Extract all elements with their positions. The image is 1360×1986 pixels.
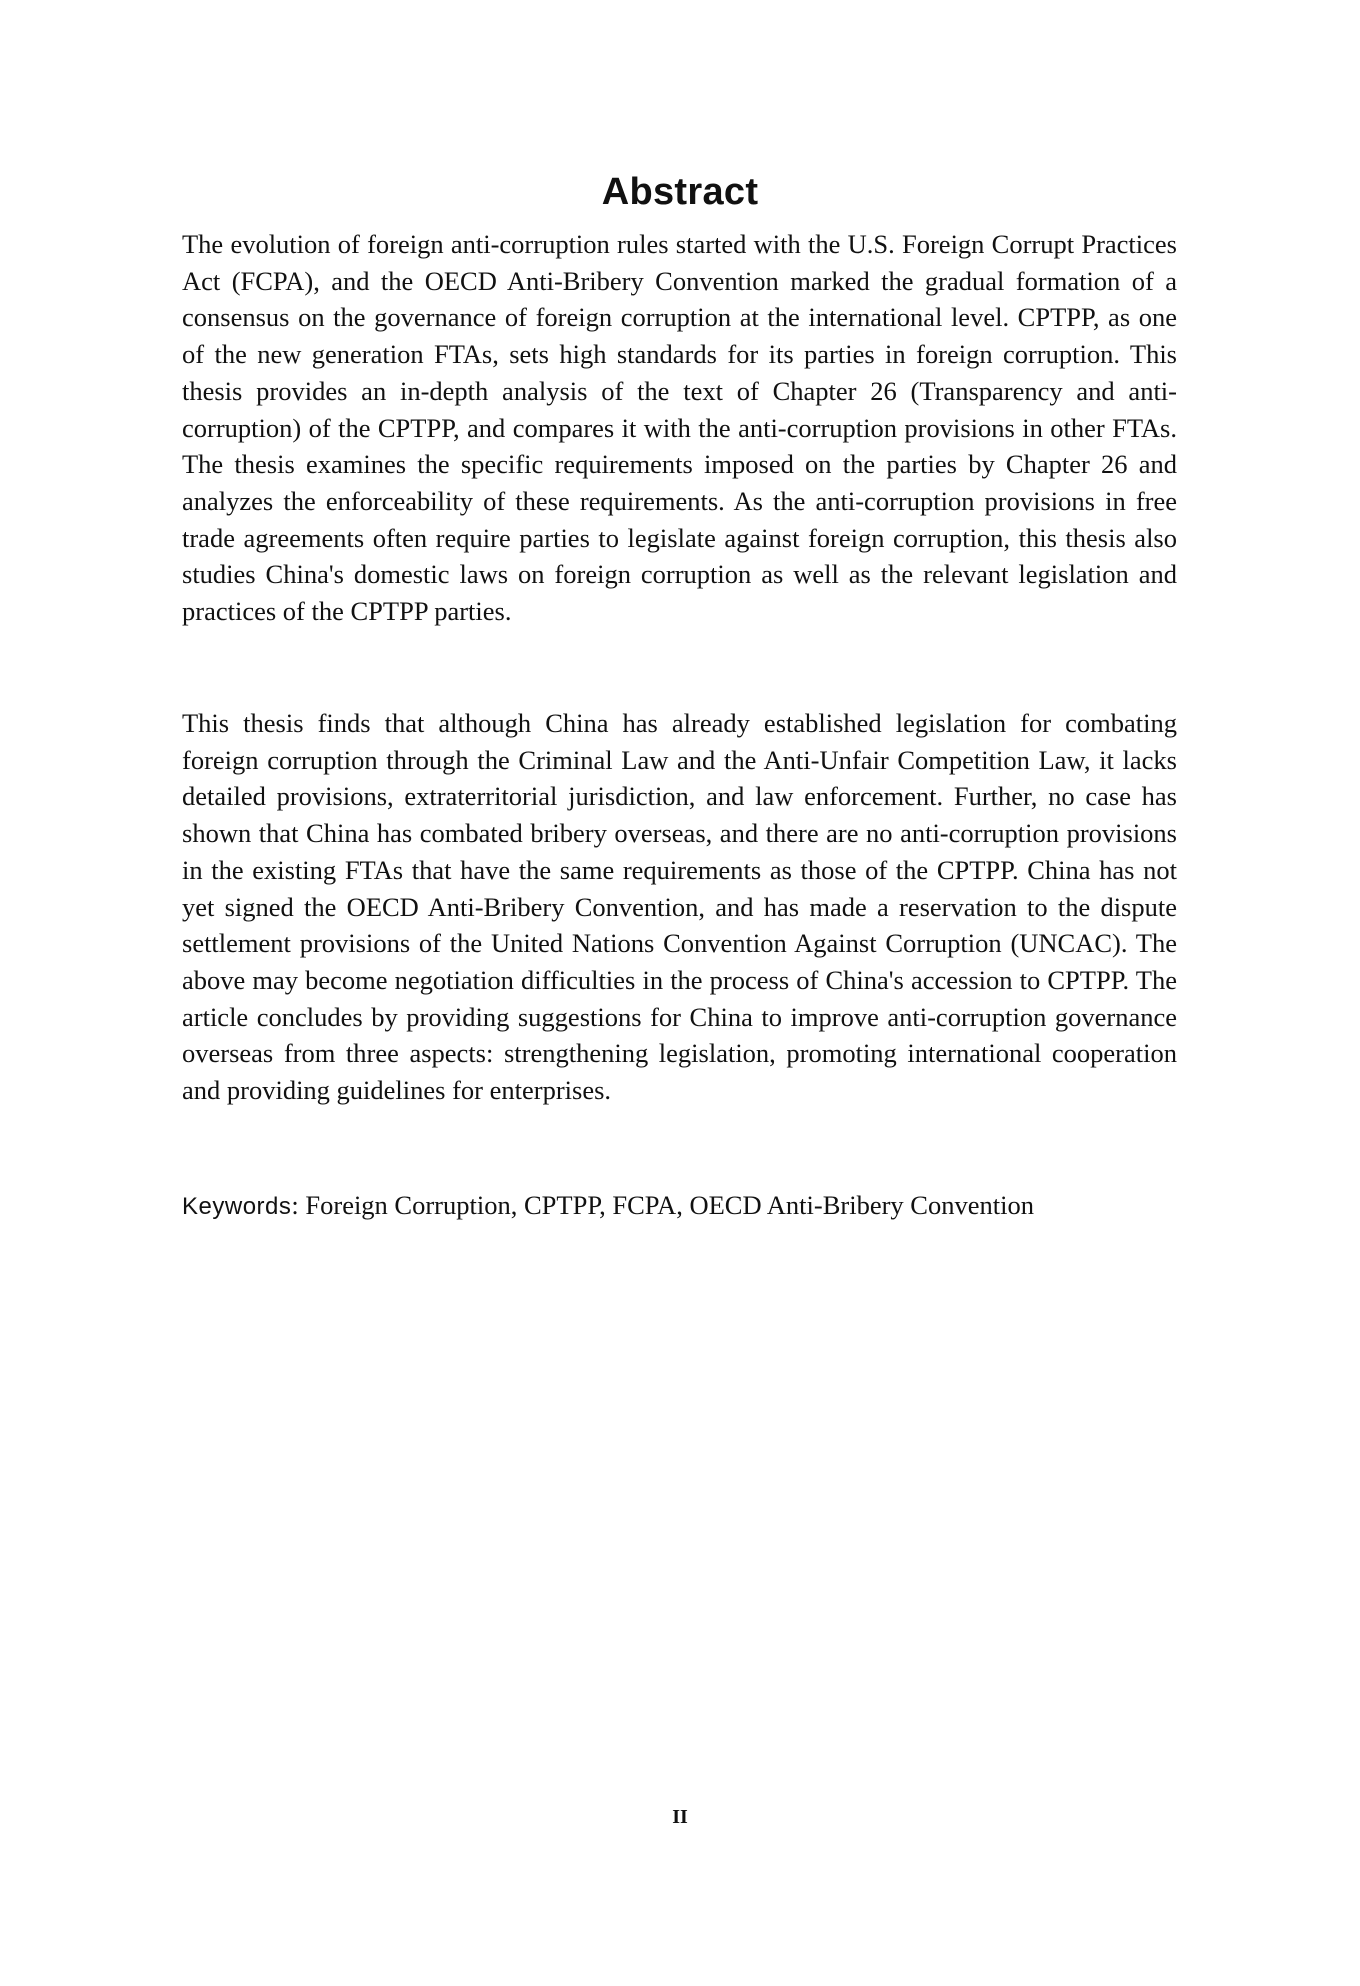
- keywords-value: Foreign Corruption, CPTPP, FCPA, OECD Anti-Bribery Convention: [305, 1190, 1034, 1220]
- page-number: II: [672, 1806, 688, 1828]
- abstract-paragraph-1: The evolution of foreign anti-corruption rules started with the U.S. Foreign Corrupt Practices Act (FCPA), and the OECD Anti-Bribery Convention marked the gradual formation of a consensus on the governance of foreign corruption at the international level. CPTPP, as one of the new generation FTAs, sets high standards for its parties in foreign corruption. This thesis provides an in-depth analysis of the text of Chapter 26 (Transparency and anti-corruption) of the CPTPP, and compares it with the anti-corruption provisions in other FTAs. The thesis examines the specific requirements imposed on the parties by Chapter 26 and analyzes the enforceability of these requirements. As the anti-corruption provisions in free trade agreements often require parties to legislate against foreign corruption, this thesis also studies China's domestic laws on foreign corruption as well as the relevant legislation and practices of the CPTPP parties.: [182, 229, 1177, 627]
- keywords-line: [182, 1187, 1177, 1225]
- abstract-title: Abstract: [601, 171, 759, 213]
- abstract-paragraph-2: This thesis finds that although China has already established legislation for combating foreign corruption through the Criminal Law and the Anti-Unfair Competition Law, it lacks detailed provisions, extraterritorial jurisdiction, and law enforcement. Further, no case has shown that China has combated bribery overseas, and there are no anti-corruption provisions in the existing FTAs that have the same requirements as those of the CPTPP. China has not yet signed the OECD Anti-Bribery Convention, and has made a reservation to the dispute settlement provisions of the United Nations Convention Against Corruption (UNCAC). The above may become negotiation difficulties in the process of China's accession to CPTPP. The article concludes by providing suggestions for China to improve anti-corruption governance overseas from three aspects: strengthening legislation, promoting international cooperation and providing guidelines for enterprises.: [182, 708, 1177, 1106]
- keywords-separator: :: [291, 1190, 306, 1220]
- keywords-label: Keywords: [182, 1193, 292, 1220]
